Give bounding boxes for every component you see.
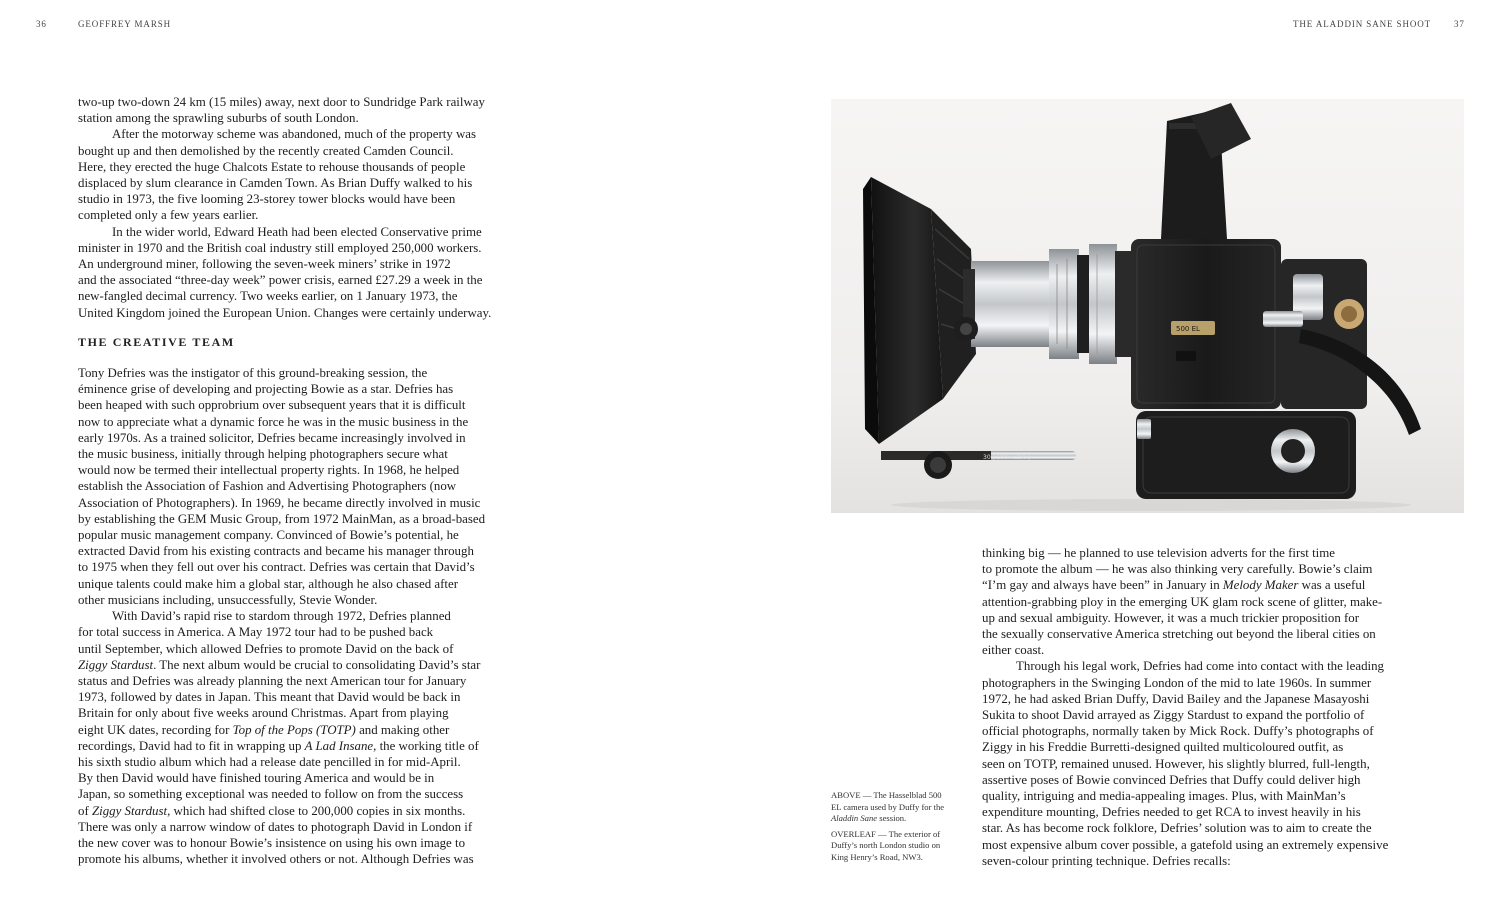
right-running-head: THE ALADDIN SANE SHOOT: [1293, 19, 1432, 29]
caption-line: King Henry’s Road, NW3.: [831, 851, 923, 862]
text-line: star. As has become rock folklore, Defries’ solution was to aim to create the: [982, 821, 1372, 836]
text-line: by establishing the GEM Music Group, from 1972 MainMan, as a broad-based: [78, 511, 486, 526]
text-line: displaced by slum clearance in Camden Town. As Brian Duffy walked to his: [78, 176, 473, 191]
caption-overleaf: [831, 829, 971, 864]
caption-line: Duffy’s north London studio on: [831, 840, 941, 851]
album-title: Ziggy Stardust: [78, 657, 154, 672]
paragraph-4: [78, 365, 518, 608]
text-line: status and Defries was already planning the next American tour for January: [78, 673, 467, 688]
text-line: until September, which allowed Defries to promote David on the back of: [78, 641, 454, 656]
text-line: Tony Defries was the instigator of this ground-breaking session, the: [78, 366, 428, 381]
text-fragment: “I’m gay and always have been” in January in: [982, 578, 1223, 593]
text-fragment: of: [78, 803, 92, 818]
text-line: and the associated “three-day week” power crisis, earned £27.29 a week in the: [78, 273, 483, 288]
text-line: assertive poses of Bowie convinced Defries that Duffy could deliver high: [982, 772, 1361, 787]
text-line: been heaped with such opprobrium over subsequent years that it is difficult: [78, 398, 466, 413]
paragraph-1: [78, 94, 518, 126]
text-fragment: , the working title of: [373, 738, 479, 753]
text-line: other musicians including, unsuccessfully, Stevie Wonder.: [78, 592, 378, 607]
text-line: station among the sprawling suburbs of south London.: [78, 111, 359, 126]
text-line: quality, intriguing and media-appealing images. Plus, with MainMan’s: [982, 789, 1346, 804]
left-text-column: [78, 94, 518, 867]
caption-line: ABOVE — The Hasselblad 500: [831, 790, 942, 800]
caption-line: session.: [877, 813, 907, 824]
text-line: éminence grise of developing and projecting Bowie as a star. Defries has: [78, 382, 454, 397]
text-line: There was only a narrow window of dates to photograph David in London if: [78, 819, 473, 834]
text-line: Here, they erected the huge Chalcots Estate to rehouse thousands of people: [78, 159, 466, 174]
caption-line: OVERLEAF — The exterior of: [831, 828, 941, 839]
album-title: Aladdin Sane: [831, 813, 878, 824]
magazine-title: Melody Maker: [1222, 578, 1299, 593]
text-line: bought up and then demolished by the recently created Camden Council.: [78, 143, 454, 158]
text-line: thinking big — he planned to use television adverts for the first time: [982, 546, 1335, 560]
text-line: With David’s rapid rise to stardom through 1972, Defries planned: [112, 609, 451, 624]
text-line: Britain for only about five weeks around Christmas. Apart from playing: [78, 706, 449, 721]
text-line: attention-grabbing ploy in the emerging UK glam rock scene of glitter, make-: [982, 594, 1383, 609]
paragraph-7: [982, 658, 1422, 869]
text-line: his sixth studio album which had a release date pencilled in for mid-April.: [78, 754, 461, 769]
text-fragment: . The next album would be crucial to consolidating David’s star: [153, 657, 481, 672]
text-line: [78, 723, 449, 737]
show-title: Top of the Pops (TOTP): [232, 722, 356, 737]
text-line: 1973, followed by dates in Japan. This meant that David would be back in: [78, 690, 461, 705]
text-line: two-up two-down 24 km (15 miles) away, next door to Sundridge Park railway: [78, 95, 485, 109]
paragraph-3: [78, 224, 518, 321]
text-line: studio in 1973, the five looming 23-storey tower blocks would have been: [78, 192, 456, 207]
text-line: the new cover was to honour Bowie’s insistence on using his own image to: [78, 835, 466, 850]
text-line: the music business, initially through helping photographers secure what: [78, 447, 448, 462]
section-heading: THE CREATIVE TEAM: [78, 334, 235, 349]
text-line: to 1975 when they fell out over his contract. Defries was certain that David’s: [78, 560, 475, 575]
text-line: 1972, he had asked Brian Duffy, David Bailey and the Japanese Masayoshi: [982, 691, 1370, 706]
text-line: photographers in the Swinging London of the mid to late 1960s. In summer: [982, 675, 1372, 690]
text-line: minister in 1970 and the British coal industry still employed 250,000 workers.: [78, 240, 482, 255]
text-line: By then David would have finished touring America and would be in: [78, 771, 435, 786]
text-line: Ziggy in his Freddie Burretti-designed quilted multicoloured outfit, as: [982, 740, 1344, 755]
text-line: [78, 804, 465, 818]
text-line: United Kingdom joined the European Union. Changes were certainly underway.: [78, 305, 492, 320]
text-line: unique talents could make him a global star, although he also chased after: [78, 576, 458, 591]
text-line: [78, 658, 480, 672]
text-line: extracted David from his existing contracts and became his manager through: [78, 544, 474, 559]
text-line: Association of Photographers). In 1969, he became directly involved in music: [78, 495, 481, 510]
text-line: for total success in America. A May 1972 tour had to be pushed back: [78, 625, 434, 640]
text-line: seen on TOTP, remained unused. However, his slightly blurred, full-length,: [982, 756, 1370, 771]
paragraph-6: [982, 545, 1422, 658]
text-line: to promote the album — he was also thinking very carefully. Bowie’s claim: [982, 562, 1373, 577]
camera-photo: [831, 99, 1464, 513]
right-page-number: 37: [1454, 19, 1465, 29]
text-line: the sexually conservative America stretching out beyond the liberal cities on: [982, 627, 1376, 642]
lens-scale-label: 30 | 100 – 250 |: [983, 454, 1031, 461]
text-line: promote his albums, whether it involved others or not. Although Defries was: [78, 852, 474, 867]
text-fragment: recordings, David had to fit in wrapping up: [78, 738, 305, 753]
right-text-column: [982, 545, 1422, 869]
text-line: would now be termed their intellectual property rights. In 1968, he helped: [78, 463, 460, 478]
photo-caption: [831, 790, 971, 868]
caption-line: EL camera used by Duffy for the: [831, 801, 945, 812]
text-fragment: and making other: [355, 722, 450, 737]
text-line: seven-colour printing technique. Defries recalls:: [982, 853, 1231, 868]
text-line: popular music management company. Convinced of Bowie’s potential, he: [78, 528, 459, 543]
text-line: early 1970s. As a trained solicitor, Defries became increasingly involved in: [78, 430, 466, 445]
paragraph-2: [78, 126, 518, 223]
text-line: [982, 578, 1365, 592]
camera-model-label: 500 EL: [1176, 325, 1200, 333]
text-line: Through his legal work, Defries had come into contact with the leading: [1016, 659, 1384, 674]
text-line: official photographs, normally taken by Mick Rock. Duffy’s photographs of: [982, 724, 1374, 739]
text-line: In the wider world, Edward Heath had been elected Conservative prime: [112, 224, 482, 239]
text-line: establish the Association of Fashion and Advertising Photographers (now: [78, 479, 457, 494]
left-running-head: GEOFFREY MARSH: [78, 19, 172, 29]
text-line: Japan, so something exceptional was needed to follow on from the success: [78, 787, 464, 802]
caption-above: [831, 790, 971, 825]
text-line: either coast.: [982, 643, 1045, 658]
text-fragment: , which had shifted close to 200,000 copies in six months.: [167, 803, 466, 818]
album-title: A Lad Insane: [304, 738, 374, 753]
text-line: After the motorway scheme was abandoned, much of the property was: [112, 127, 477, 142]
text-line: most expensive album cover possible, a gatefold using an extremely expensive: [982, 837, 1389, 852]
text-line: An underground miner, following the seven-week miners’ strike in 1972: [78, 257, 451, 272]
text-line: expenditure mounting, Defries needed to get RCA to invest heavily in his: [982, 805, 1361, 820]
paragraph-5: [78, 608, 518, 867]
text-line: new-fangled decimal currency. Two weeks earlier, on 1 January 1973, the: [78, 289, 458, 304]
text-line: now to appreciate what a dynamic force he was in the music business in the: [78, 414, 469, 429]
text-line: up and sexual ambiguity. However, it was a much trickier proposition for: [982, 610, 1360, 625]
left-page-number: 36: [36, 19, 47, 29]
album-title: Ziggy Stardust: [91, 803, 168, 818]
text-fragment: eight UK dates, recording for: [78, 722, 233, 737]
text-fragment: was a useful: [1298, 578, 1366, 593]
text-line: Sukita to shoot David arrayed as Ziggy Stardust to expand the portfolio of: [982, 708, 1365, 723]
text-line: completed only a few years earlier.: [78, 208, 259, 223]
text-line: [78, 739, 479, 753]
